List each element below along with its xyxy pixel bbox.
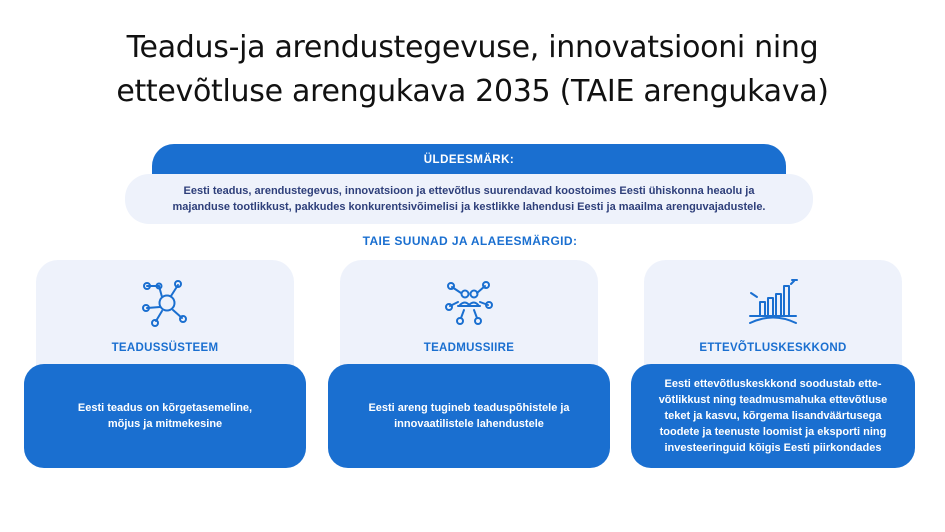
overall-goal-line-1: Eesti teadus, arendustegevus, innovatsioon ja ettevõtlus suurendavad koostoimes Eesti ühiskonna heaolu ja: [183, 185, 755, 197]
card-text-line: Eesti areng tugineb teaduspõhistele ja: [368, 402, 570, 414]
overall-goal-heading: ÜLDEESMÄRK:: [152, 144, 786, 182]
card-text-line: Eesti ettevõtluskeskkond soodustab ette-: [664, 378, 882, 390]
card-text-line: toodete ja teenuste loomist ja eksporti ning: [659, 426, 887, 438]
overall-goal-text: [125, 174, 813, 224]
card-text-line: teket ja kasvu, kõrgema lisandväärtusega: [664, 410, 882, 422]
directions-heading: TAIE SUUNAD JA ALAEESMÄRGID:: [362, 234, 578, 248]
card-text-line: investeeringuid kõigis Eesti piirkondades: [664, 442, 882, 454]
growth-chart-icon: [748, 278, 798, 328]
overall-goal-line-2: majanduse tootlikkust, pakkudes konkurentsivõimelisi ja kestlikke lahendusi Eesti ja maailma arenguvajadustele.: [172, 201, 766, 213]
card-label-teadmussiire: TEADMUSSIIRE: [423, 342, 515, 354]
card-text-line: Eesti teadus on kõrgetasemeline,: [77, 402, 253, 414]
title-line-2: ettevõtluse arengukava 2035 (TAIE arengukava): [116, 74, 829, 109]
page-title: [0, 26, 945, 114]
people-network-icon: [444, 278, 494, 328]
card-body-teadmussiire: [328, 364, 610, 468]
card-label-teadussusteem: TEADUSSÜSTEEM: [111, 342, 219, 354]
title-line-1: Teadus-ja arendustegevuse, innovatsiooni ning: [126, 30, 819, 65]
card-body-teadussusteem: [24, 364, 306, 468]
card-text-line: võtlikkust ning teadmusmahuka ettevõtluse: [658, 394, 888, 406]
card-text-line: mõjus ja mitmekesine: [107, 418, 223, 430]
network-magnifier-icon: [140, 278, 190, 328]
card-body-ettevotluskeskkond: [631, 364, 915, 468]
card-text-line: innovaatilistele lahendustele: [394, 418, 544, 430]
card-label-ettevotluskeskkond: ETTEVÕTLUSKESKKOND: [699, 342, 847, 354]
